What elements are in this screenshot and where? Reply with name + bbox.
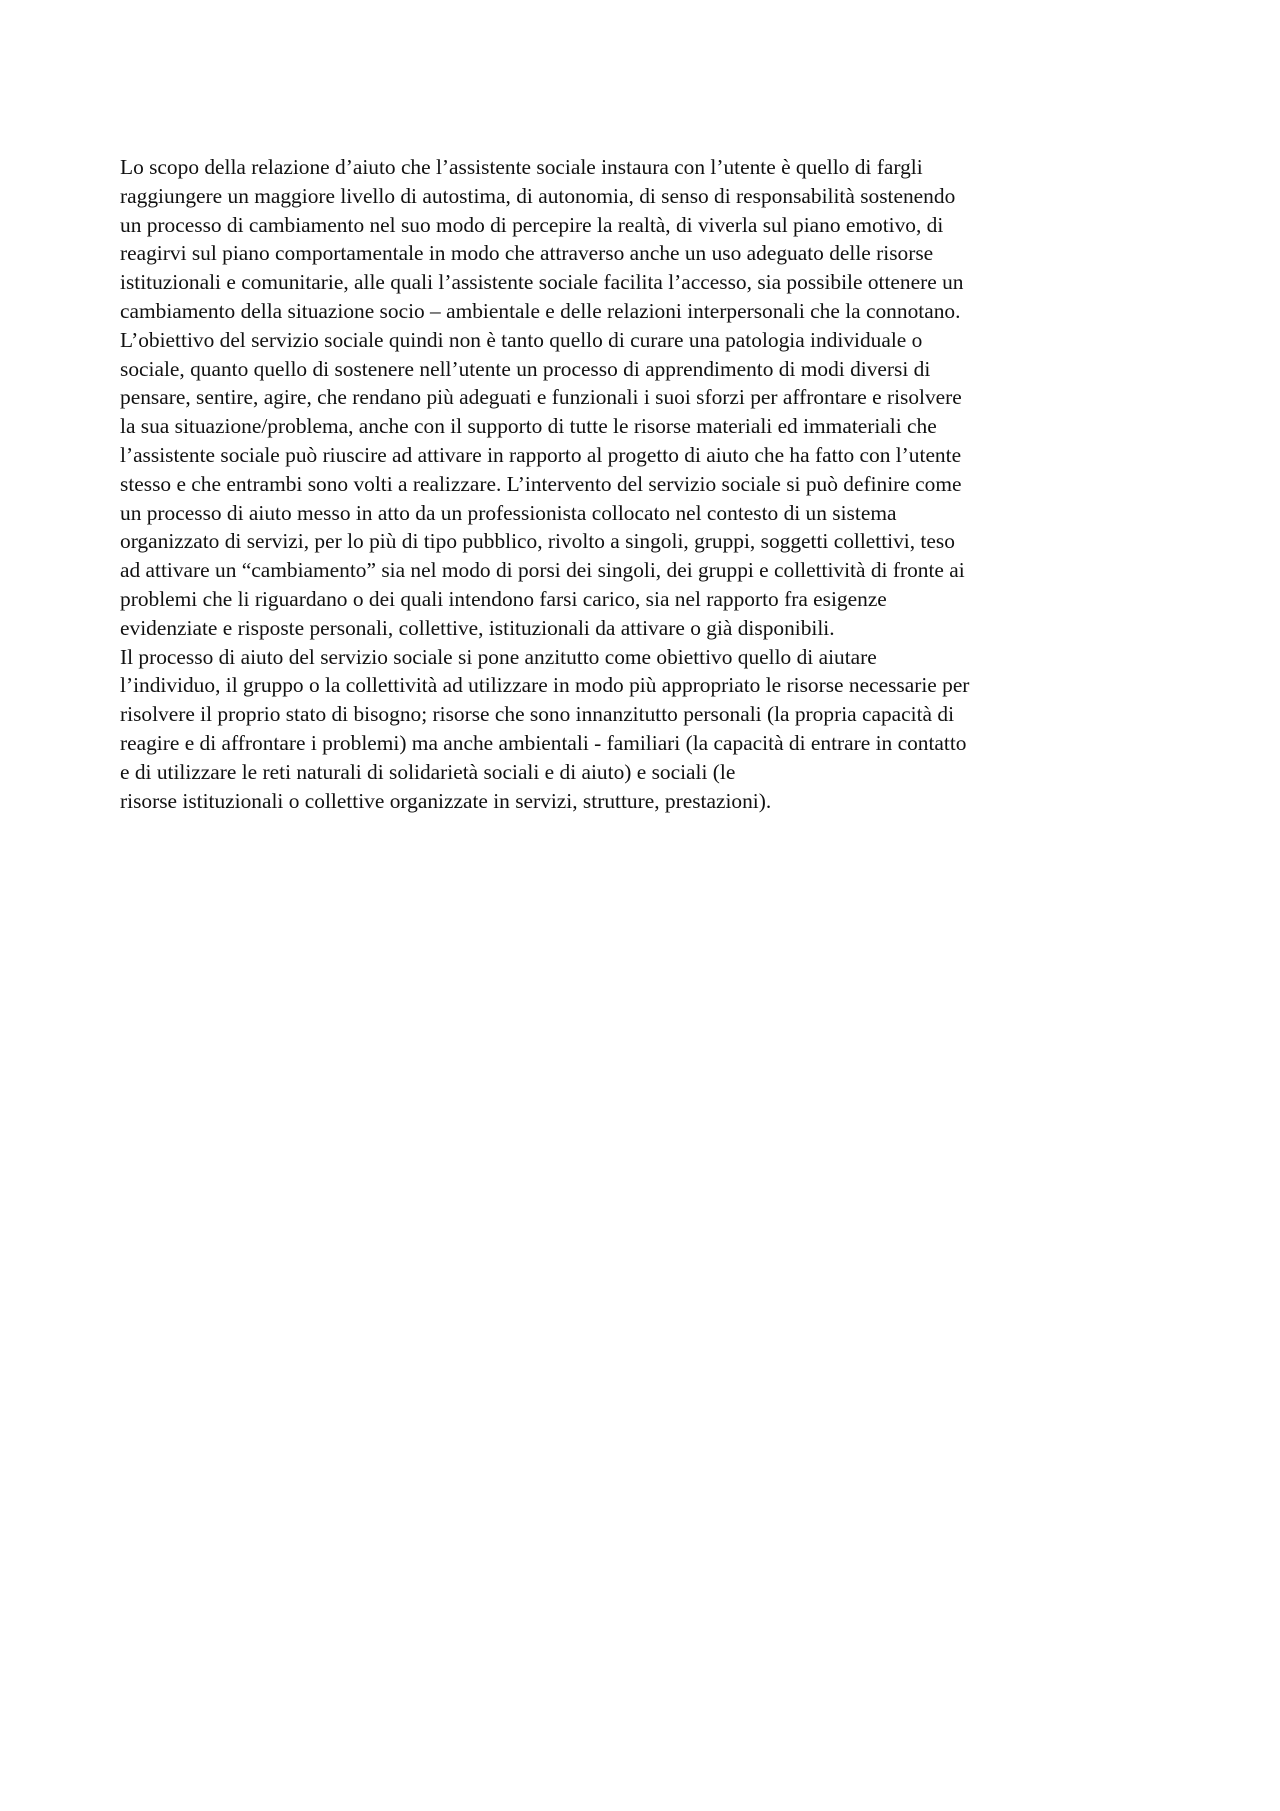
text-line: organizzato di servizi, per lo più di tipo pubblico, rivolto a singoli, gruppi, soggetti collettivi, teso xyxy=(120,529,955,554)
text-line: la sua situazione/problema, anche con il supporto di tutte le risorse materiali ed immateriali che xyxy=(120,414,937,439)
text-line: ad attivare un “cambiamento” sia nel modo di porsi dei singoli, dei gruppi e collettività di fronte ai xyxy=(120,558,965,583)
body-text xyxy=(120,153,1180,815)
text-line: e di utilizzare le reti naturali di solidarietà sociali e di aiuto) e sociali (le xyxy=(120,759,736,784)
text-line: risolvere il proprio stato di bisogno; risorse che sono innanzitutto personali (la propria capacità di xyxy=(120,702,955,727)
text-line: un processo di aiuto messo in atto da un professionista collocato nel contesto di un sistema xyxy=(120,500,897,525)
text-line: problemi che li riguardano o dei quali intendono farsi carico, sia nel rapporto fra esigenze xyxy=(120,586,887,611)
text-line: reagirvi sul piano comportamentale in modo che attraverso anche un uso adeguato delle risorse xyxy=(120,241,934,266)
text-line: pensare, sentire, agire, che rendano più adeguati e funzionali i suoi sforzi per affrontare e risolvere xyxy=(120,385,962,410)
text-line: sociale, quanto quello di sostenere nell’utente un processo di apprendimento di modi diversi di xyxy=(120,356,931,381)
text-line: Il processo di aiuto del servizio sociale si pone anzitutto come obiettivo quello di aiutare xyxy=(120,644,877,669)
text-line: Lo scopo della relazione d’aiuto che l’assistente sociale instaura con l’utente è quello di fargli xyxy=(120,155,923,179)
text-line: raggiungere un maggiore livello di autostima, di autonomia, di senso di responsabilità sostenendo xyxy=(120,183,956,208)
text-line: istituzionali e comunitarie, alle quali l’assistente sociale facilita l’accesso, sia possibile ottenere un xyxy=(120,270,964,295)
text-line: reagire e di affrontare i problemi) ma anche ambientali - familiari (la capacità di entrare in contatto xyxy=(120,730,967,755)
text-line: l’assistente sociale può riuscire ad attivare in rapporto al progetto di aiuto che ha fatto con l’utente xyxy=(120,442,962,467)
text-line: risorse istituzionali o collettive organizzate in servizi, strutture, prestazioni). xyxy=(120,788,772,813)
text-line: L’obiettivo del servizio sociale quindi non è tanto quello di curare una patologia individuale o xyxy=(120,327,923,352)
text-line: cambiamento della situazione socio – ambientale e delle relazioni interpersonali che la connotano. xyxy=(120,298,961,323)
text-line: stesso e che entrambi sono volti a realizzare. L’intervento del servizio sociale si può definire come xyxy=(120,471,962,496)
text-line: un processo di cambiamento nel suo modo di percepire la realtà, di viverla sul piano emotivo, di xyxy=(120,212,944,237)
text-line: evidenziate e risposte personali, collettive, istituzionali da attivare o già disponibili. xyxy=(120,615,835,640)
text-line: l’individuo, il gruppo o la collettività ad utilizzare in modo più appropriato le risorse necessarie per xyxy=(120,673,970,698)
